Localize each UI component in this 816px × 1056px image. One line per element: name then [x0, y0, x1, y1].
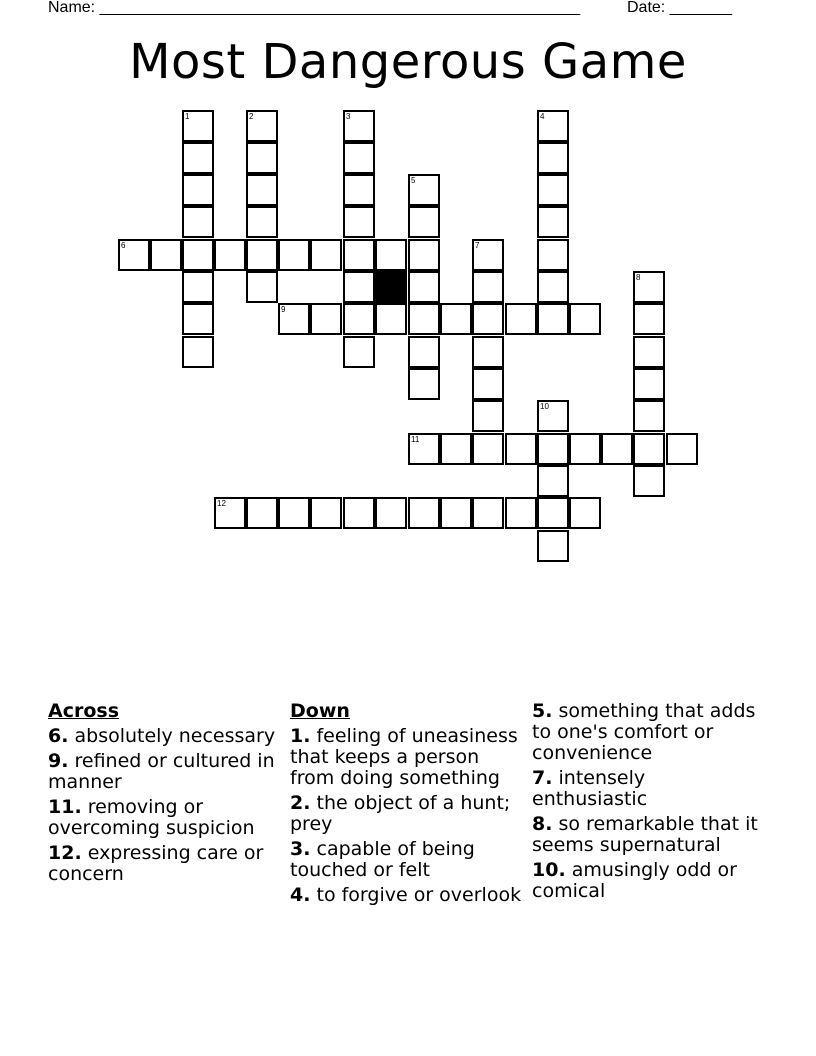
grid-cell[interactable]	[537, 303, 569, 335]
grid-cell[interactable]	[472, 433, 504, 465]
grid-cell[interactable]	[633, 465, 665, 497]
clue-number: 7	[475, 241, 480, 250]
clue-num: 4.	[290, 884, 311, 906]
clue-text: refined or cultured in manner	[48, 750, 275, 793]
grid-cell[interactable]	[343, 110, 375, 142]
clue	[48, 843, 284, 885]
clue-text: expressing care or concern	[48, 842, 264, 885]
grid-cell[interactable]	[472, 368, 504, 400]
grid-cell[interactable]	[633, 336, 665, 368]
clue-text: absolutely necessary	[68, 725, 276, 747]
grid-cell[interactable]	[343, 142, 375, 174]
grid-cell[interactable]	[182, 142, 214, 174]
clue-number: 4	[540, 112, 545, 121]
grid-cell[interactable]	[278, 497, 310, 529]
grid-cell[interactable]	[505, 497, 537, 529]
grid-cell[interactable]	[537, 239, 569, 271]
clue-num: 10.	[532, 859, 566, 881]
black-cell	[375, 271, 407, 303]
clue-num: 2.	[290, 792, 311, 814]
clue-text: amusingly odd or comical	[532, 859, 737, 902]
grid-cell[interactable]	[537, 400, 569, 432]
clue-text: intensely enthusiastic	[532, 767, 648, 810]
clue	[290, 839, 526, 881]
grid-cell[interactable]	[472, 400, 504, 432]
grid-cell[interactable]	[440, 433, 472, 465]
clue-text: feeling of uneasiness that keeps a person from doing something	[290, 725, 518, 789]
clue	[532, 814, 762, 856]
grid-cell[interactable]	[246, 206, 278, 238]
grid-cell[interactable]	[569, 433, 601, 465]
grid-cell[interactable]	[408, 497, 440, 529]
grid-cell[interactable]	[310, 239, 342, 271]
clue-number: 10	[540, 402, 549, 411]
clue-number: 11	[411, 435, 420, 444]
clue-num: 9.	[48, 750, 69, 772]
grid-cell[interactable]	[505, 303, 537, 335]
date-field-label: Date: _______	[627, 0, 732, 16]
grid-cell[interactable]	[408, 336, 440, 368]
grid-cell[interactable]	[472, 497, 504, 529]
grid-cell[interactable]	[375, 497, 407, 529]
grid-cell[interactable]	[343, 497, 375, 529]
clue-text: removing or overcoming suspicion	[48, 796, 255, 839]
clue-num: 1.	[290, 725, 311, 747]
grid-cell[interactable]	[150, 239, 182, 271]
clue	[48, 751, 284, 793]
grid-cell[interactable]	[182, 239, 214, 271]
clue-num: 8.	[532, 813, 553, 835]
clue	[48, 726, 284, 747]
clue-text: capable of being touched or felt	[290, 838, 475, 881]
clue-number: 1	[185, 112, 190, 121]
grid-cell[interactable]	[633, 303, 665, 335]
grid-cell[interactable]	[343, 271, 375, 303]
grid-cell[interactable]	[408, 303, 440, 335]
grid-cell[interactable]	[537, 142, 569, 174]
grid-cell[interactable]	[408, 206, 440, 238]
clue-number: 8	[636, 273, 641, 282]
clue	[290, 885, 526, 906]
name-field-label: Name: ______________________________________________________	[48, 0, 581, 16]
grid-cell[interactable]	[537, 465, 569, 497]
grid-cell[interactable]	[537, 271, 569, 303]
grid-cell[interactable]	[246, 174, 278, 206]
across-clues	[48, 701, 284, 889]
grid-cell[interactable]	[408, 433, 440, 465]
down-clues	[290, 701, 526, 910]
clue-text: so remarkable that it seems supernatural	[532, 813, 758, 856]
clue-text: the object of a hunt; prey	[290, 792, 511, 835]
grid-cell[interactable]	[214, 239, 246, 271]
grid-cell[interactable]	[343, 206, 375, 238]
grid-cell[interactable]	[214, 497, 246, 529]
grid-cell[interactable]	[246, 239, 278, 271]
grid-cell[interactable]	[537, 110, 569, 142]
grid-cell[interactable]	[182, 174, 214, 206]
grid-cell[interactable]	[440, 497, 472, 529]
down-heading: Down	[290, 700, 350, 722]
clue-num: 5.	[532, 700, 553, 722]
grid-cell[interactable]	[182, 206, 214, 238]
grid-cell[interactable]	[633, 271, 665, 303]
grid-cell[interactable]	[408, 239, 440, 271]
grid-cell[interactable]	[246, 497, 278, 529]
clue-num: 3.	[290, 838, 311, 860]
grid-cell[interactable]	[472, 336, 504, 368]
grid-cell[interactable]	[375, 239, 407, 271]
grid-cell[interactable]	[440, 303, 472, 335]
grid-cell[interactable]	[408, 174, 440, 206]
grid-cell[interactable]	[537, 206, 569, 238]
grid-cell[interactable]	[601, 433, 633, 465]
grid-cell[interactable]	[343, 303, 375, 335]
grid-cell[interactable]	[278, 239, 310, 271]
clue-number: 5	[411, 176, 416, 185]
clue	[532, 860, 762, 902]
across-heading: Across	[48, 700, 120, 722]
clue-number: 3	[346, 112, 351, 121]
clue-number: 6	[121, 241, 126, 250]
grid-cell[interactable]	[537, 433, 569, 465]
grid-cell[interactable]	[472, 239, 504, 271]
grid-cell[interactable]	[408, 271, 440, 303]
grid-cell[interactable]	[537, 497, 569, 529]
clue-text: something that adds to one's comfort or convenience	[532, 700, 756, 764]
clue-num: 12.	[48, 842, 82, 864]
clue	[48, 797, 284, 839]
clue	[532, 768, 762, 810]
grid-cell[interactable]	[246, 271, 278, 303]
grid-cell[interactable]	[569, 303, 601, 335]
clue-num: 6.	[48, 725, 69, 747]
grid-cell[interactable]	[666, 433, 698, 465]
clue-num: 7.	[532, 767, 553, 789]
grid-cell[interactable]	[278, 303, 310, 335]
grid-cell[interactable]	[246, 110, 278, 142]
down-clues-continued	[532, 701, 762, 906]
clue	[532, 701, 762, 764]
grid-cell[interactable]	[633, 433, 665, 465]
clue	[290, 726, 526, 789]
grid-cell[interactable]	[182, 303, 214, 335]
grid-cell[interactable]	[182, 271, 214, 303]
clue	[290, 793, 526, 835]
grid-cell[interactable]	[182, 336, 214, 368]
grid-cell[interactable]	[505, 433, 537, 465]
grid-cell[interactable]	[633, 400, 665, 432]
clue-num: 11.	[48, 796, 82, 818]
grid-cell[interactable]	[472, 271, 504, 303]
clue-number: 12	[217, 499, 226, 508]
grid-cell[interactable]	[537, 530, 569, 562]
clue-number: 9	[281, 305, 286, 314]
grid-cell[interactable]	[569, 497, 601, 529]
grid-cell[interactable]	[182, 110, 214, 142]
grid-cell[interactable]	[375, 303, 407, 335]
grid-cell[interactable]	[472, 303, 504, 335]
clue-text: to forgive or overlook	[310, 884, 522, 906]
grid-cell[interactable]	[537, 174, 569, 206]
grid-cell[interactable]	[310, 497, 342, 529]
grid-cell[interactable]	[343, 174, 375, 206]
grid-cell[interactable]	[246, 142, 278, 174]
grid-cell[interactable]	[310, 303, 342, 335]
clue-number: 2	[249, 112, 254, 121]
grid-cell[interactable]	[343, 336, 375, 368]
grid-cell[interactable]	[118, 239, 150, 271]
page-title: Most Dangerous Game	[129, 34, 687, 90]
grid-cell[interactable]	[408, 368, 440, 400]
grid-cell[interactable]	[343, 239, 375, 271]
grid-cell[interactable]	[633, 368, 665, 400]
